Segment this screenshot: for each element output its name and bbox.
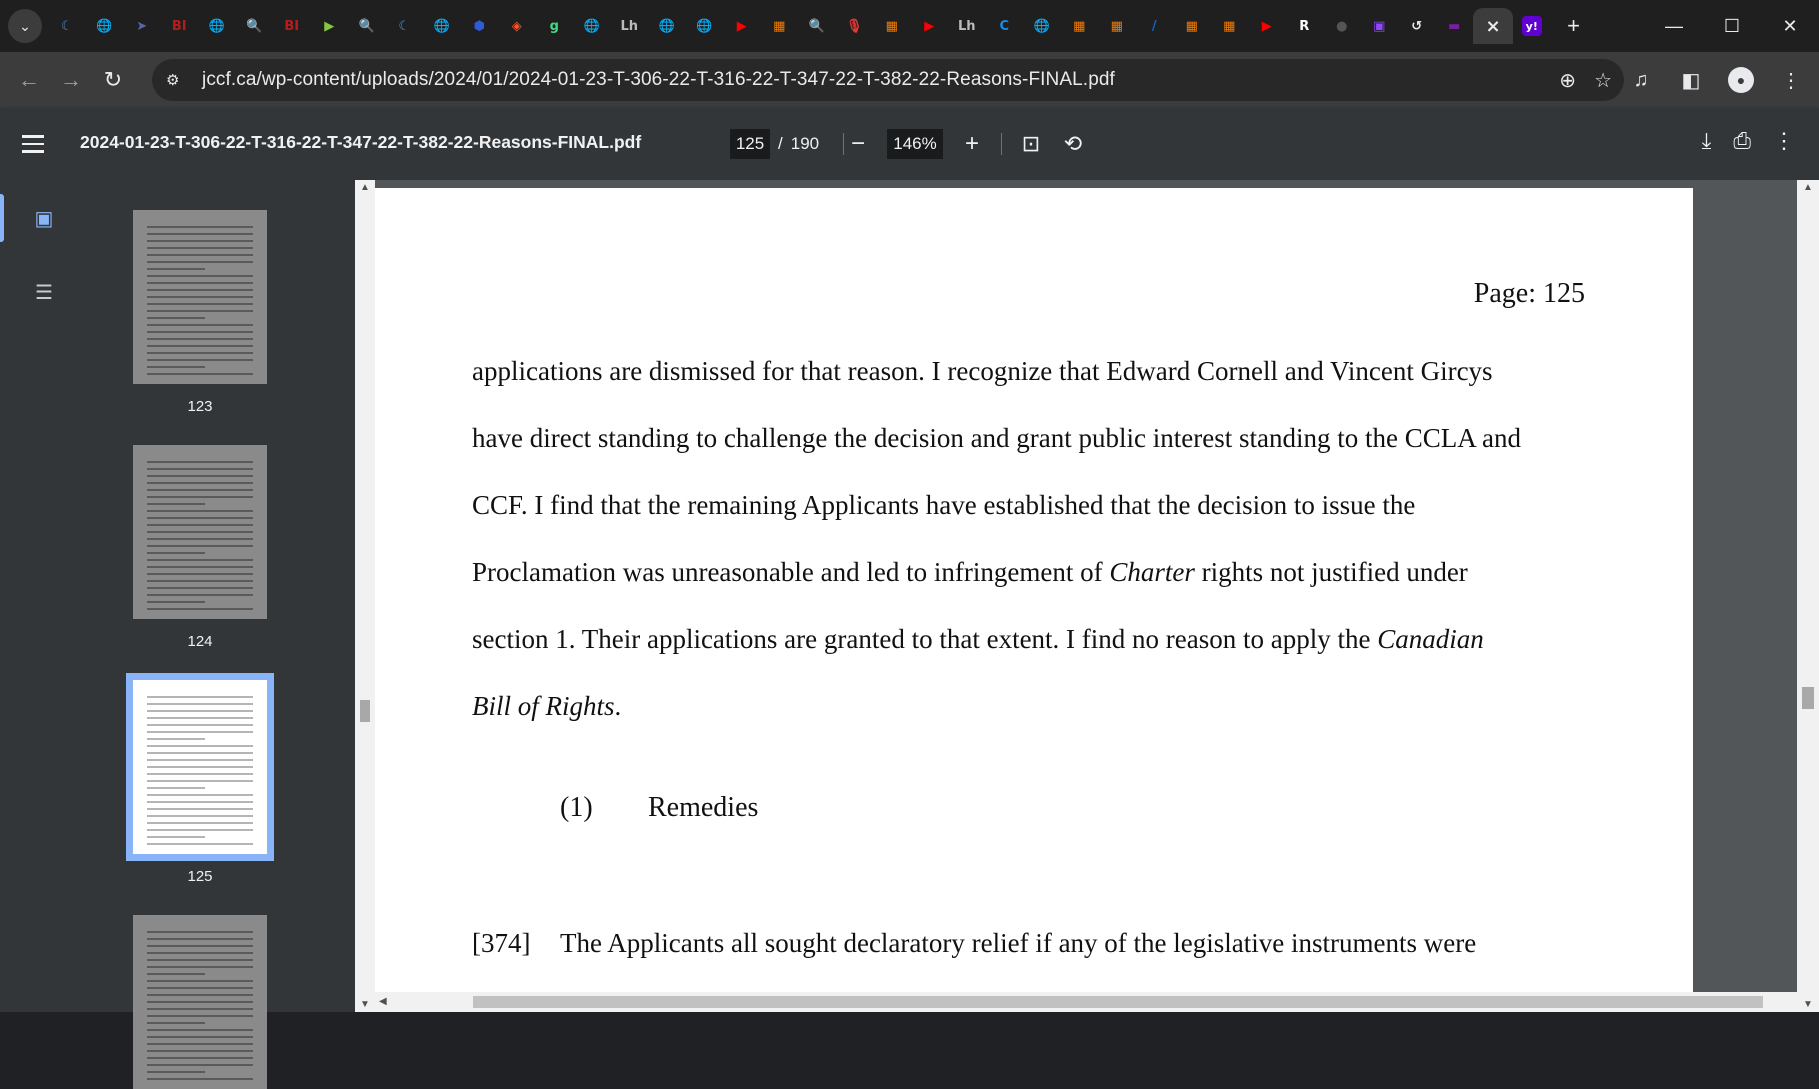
thumb-line xyxy=(147,843,253,845)
browser-tab[interactable] xyxy=(1136,8,1174,44)
scroll-left-icon[interactable]: ◀ xyxy=(379,996,387,1007)
page-thumbnail-123[interactable] xyxy=(133,210,267,384)
browser-tab[interactable] xyxy=(836,8,874,44)
thumb-line xyxy=(147,1057,253,1059)
thumb-line xyxy=(147,545,253,547)
hex-icon: ⬢ xyxy=(473,18,485,34)
download-icon[interactable]: ⤓ xyxy=(1701,128,1712,153)
scroll-up-icon[interactable]: ▲ xyxy=(360,182,370,193)
thumb-line xyxy=(147,815,253,817)
browser-tab[interactable] xyxy=(1061,8,1099,44)
thumb-line xyxy=(147,787,205,789)
menu-icon-bar xyxy=(22,150,44,153)
media-control-icon[interactable]: ♫ xyxy=(1633,68,1649,91)
thumb-line xyxy=(147,233,253,235)
thumbnails-tab-icon[interactable]: ▣ xyxy=(34,207,54,230)
thumb-line xyxy=(147,538,253,540)
thumb-line xyxy=(147,1015,253,1017)
paragraph-text: The Applicants all sought declaratory relief if any of the legislative instruments were xyxy=(560,928,1477,958)
thumb-line xyxy=(147,966,253,968)
thumb-text xyxy=(147,226,253,380)
thumb-line xyxy=(147,303,253,305)
lh-icon: Lh xyxy=(957,18,976,34)
text-run: Proclamation was unreasonable and led to infringement of xyxy=(472,557,1110,587)
thumb-line xyxy=(147,608,253,610)
thumb-line xyxy=(147,594,253,596)
browser-tab[interactable] xyxy=(723,8,761,44)
globe-icon: 🌐 xyxy=(583,18,600,34)
browser-tab[interactable] xyxy=(1286,8,1324,44)
pdf-toolbar xyxy=(0,108,1819,180)
thumb-line xyxy=(147,524,253,526)
text-run: . xyxy=(614,691,622,721)
rotate-icon[interactable]: ⟲ xyxy=(1063,131,1083,156)
thumb-line xyxy=(147,580,253,582)
thumb-line xyxy=(147,254,253,256)
browser-tab[interactable] xyxy=(1098,8,1136,44)
thumb-line xyxy=(147,510,253,512)
mic-icon: 🎙 xyxy=(845,18,863,34)
profile-button[interactable] xyxy=(1721,60,1761,100)
thumb-line xyxy=(147,1036,253,1038)
browser-tab[interactable] xyxy=(1398,8,1436,44)
rumble-icon: ▶ xyxy=(324,18,335,34)
thumb-line xyxy=(147,1001,253,1003)
heading-number: (1) xyxy=(560,792,593,823)
address-bar[interactable] xyxy=(152,59,1624,101)
browser-tab[interactable] xyxy=(311,8,349,44)
thumb-line xyxy=(147,1043,253,1045)
browser-tab[interactable] xyxy=(1436,8,1474,44)
active-tab-indicator xyxy=(0,194,4,242)
thumb-line xyxy=(147,1071,205,1073)
close-window-button[interactable]: ✕ xyxy=(1782,15,1798,36)
thumb-line xyxy=(147,247,253,249)
thumb-line xyxy=(147,1078,253,1080)
cbc-icon: ☾ xyxy=(398,18,411,34)
back-button[interactable] xyxy=(8,60,50,100)
zoom-icon[interactable]: ⊕ xyxy=(1559,69,1577,92)
thumb-line xyxy=(147,282,253,284)
forward-button[interactable] xyxy=(50,60,92,100)
thumb-text xyxy=(147,696,253,850)
thumb-line xyxy=(147,338,253,340)
search-icon: 🔍 xyxy=(358,18,375,34)
page-number-input[interactable]: 125 xyxy=(730,129,770,159)
browser-tab[interactable] xyxy=(273,8,311,44)
browser-tab[interactable] xyxy=(386,8,424,44)
lh-icon: Lh xyxy=(620,18,639,34)
browser-tab[interactable] xyxy=(873,8,911,44)
page-navigation xyxy=(730,129,844,159)
cbc-icon: ☾ xyxy=(60,18,73,34)
page-separator: / xyxy=(778,134,783,153)
document-title: 2024-01-23-T-306-22-T-316-22-T-347-22-T-382-22-Reasons-FINAL.pdf xyxy=(80,132,642,152)
thumb-line xyxy=(147,710,253,712)
sidebar-menu-button[interactable] xyxy=(22,124,62,164)
browser-tab[interactable] xyxy=(1023,8,1061,44)
thumb-line xyxy=(147,587,253,589)
divider xyxy=(1001,133,1002,155)
yahoo-icon: y! xyxy=(1522,16,1542,36)
body-line xyxy=(472,606,1602,673)
browser-tab[interactable] xyxy=(798,8,836,44)
thumb-line xyxy=(147,531,253,533)
browser-tab[interactable] xyxy=(1173,8,1211,44)
thumb-line xyxy=(147,980,253,982)
browser-tab[interactable] xyxy=(611,8,649,44)
more-options-icon[interactable]: ⋮ xyxy=(1773,128,1795,153)
tab-strip xyxy=(0,0,1819,52)
r-icon: R xyxy=(1299,18,1310,34)
globe-icon: 🌐 xyxy=(208,18,225,34)
minimize-button[interactable]: — xyxy=(1665,15,1683,36)
globe-icon: 🌐 xyxy=(696,18,713,34)
thumb-line xyxy=(147,373,253,375)
thumb-line xyxy=(147,1022,205,1024)
thumb-line xyxy=(147,959,253,961)
pdf-page xyxy=(375,188,1693,1008)
paragraph-374 xyxy=(472,928,1476,959)
thumb-line xyxy=(147,468,253,470)
thumb-line xyxy=(147,773,253,775)
divider xyxy=(843,133,844,155)
menu-icon-bar xyxy=(22,135,44,138)
reload-button[interactable] xyxy=(92,60,134,100)
thumb-line xyxy=(147,559,253,561)
youtube-icon: ▶ xyxy=(924,18,935,34)
thumb-line xyxy=(147,324,253,326)
browser-tab[interactable] xyxy=(911,8,949,44)
thumb-line xyxy=(147,261,253,263)
browser-toolbar xyxy=(0,52,1819,108)
thumbnail-label: 123 xyxy=(187,398,213,415)
scroll-down-icon[interactable]: ▼ xyxy=(1803,999,1813,1010)
thumb-line xyxy=(147,952,253,954)
zoom-in-button[interactable]: + xyxy=(964,130,979,157)
browser-tab[interactable] xyxy=(573,8,611,44)
thumb-line xyxy=(147,503,205,505)
browser-tab[interactable] xyxy=(686,8,724,44)
site-info-icon[interactable]: ⚙ xyxy=(166,72,180,89)
thumb-line xyxy=(147,601,205,603)
browser-tab[interactable] xyxy=(536,8,574,44)
thumb-line xyxy=(147,696,253,698)
thumb-line xyxy=(147,359,253,361)
thumb-line xyxy=(147,745,253,747)
thumb-line xyxy=(147,973,205,975)
page-thumbnail-126[interactable] xyxy=(133,915,267,1089)
thumb-line xyxy=(147,808,253,810)
thumb-line xyxy=(147,366,205,368)
browser-tab[interactable] xyxy=(86,8,124,44)
chevron-down-icon: ⌄ xyxy=(19,17,31,34)
browser-tab[interactable] xyxy=(1211,8,1249,44)
browser-tab[interactable] xyxy=(123,8,161,44)
browser-tab[interactable] xyxy=(198,8,236,44)
italic-run: Bill of Rights xyxy=(472,691,615,721)
thumb-line xyxy=(147,731,253,733)
thumb-line xyxy=(147,489,253,491)
thumb-line xyxy=(147,987,253,989)
c-icon: C xyxy=(999,18,1010,34)
browser-tab[interactable] xyxy=(498,8,536,44)
thumb-line xyxy=(147,822,253,824)
thumb-line xyxy=(147,994,253,996)
thumb-line xyxy=(147,475,253,477)
bookmark-icon: ▦ xyxy=(1073,18,1086,34)
thumb-line xyxy=(147,801,253,803)
g-icon: g xyxy=(549,18,559,34)
maximize-button[interactable]: ☐ xyxy=(1723,15,1741,36)
sidebar-tabs xyxy=(0,180,88,1012)
thumb-line xyxy=(147,759,253,761)
thumbnail-label: 125 xyxy=(187,868,213,885)
browser-tab[interactable] xyxy=(461,8,499,44)
youtube-icon: ▶ xyxy=(736,18,747,34)
arrow-left-icon: ← xyxy=(18,67,40,92)
thumb-line xyxy=(147,240,253,242)
close-tab-icon[interactable]: × xyxy=(1485,15,1501,37)
browser-tab[interactable] xyxy=(1361,8,1399,44)
scroll-thumb[interactable] xyxy=(473,996,1763,1008)
globe-icon: 🌐 xyxy=(96,18,113,34)
page-header: Page: 125 xyxy=(1473,278,1585,309)
browser-menu-icon[interactable]: ⋮ xyxy=(1781,69,1801,92)
thumbnail-label: 124 xyxy=(187,633,213,650)
body-line: have direct standing to challenge the decision and grant public interest standing to the CCLA and xyxy=(472,423,1521,453)
browser-tab[interactable] xyxy=(423,8,461,44)
bookmark-icon: ▦ xyxy=(773,18,786,34)
thumb-line xyxy=(147,931,253,933)
thumb-line xyxy=(147,738,205,740)
text-run: section 1. Their applications are granted to that extent. I find no reason to apply the xyxy=(472,624,1378,654)
bookmark-icon: ▦ xyxy=(1110,18,1123,34)
pdf-actions xyxy=(1702,128,1795,154)
browser-tab[interactable] xyxy=(48,8,86,44)
thumb-line xyxy=(147,345,253,347)
heading-text: Remedies xyxy=(648,792,759,823)
zoom-controls xyxy=(845,129,1086,159)
thumb-line xyxy=(147,352,253,354)
bookmark-icon: ▦ xyxy=(885,18,898,34)
search-icon: 🔍 xyxy=(246,18,263,34)
page-thumbnail-125[interactable] xyxy=(133,680,267,854)
thumb-line xyxy=(147,780,253,782)
globe-icon: 🌐 xyxy=(658,18,675,34)
thumb-line xyxy=(147,552,205,554)
thumb-line xyxy=(147,496,253,498)
thumb-line xyxy=(147,310,253,312)
thumb-line xyxy=(147,766,253,768)
thumbnail-sidebar xyxy=(0,180,355,1012)
twitch-icon: ▣ xyxy=(1373,18,1386,34)
thumb-line xyxy=(147,226,253,228)
ball-icon: ● xyxy=(1336,18,1348,34)
browser-tab[interactable] xyxy=(648,8,686,44)
italic-run: Canadian xyxy=(1377,624,1484,654)
browser-tab[interactable] xyxy=(948,8,986,44)
bookmark-icon: ▦ xyxy=(1185,18,1198,34)
tab-list xyxy=(48,0,1473,52)
avatar: ● xyxy=(1728,67,1754,93)
body-line: applications are dismissed for that reason. I recognize that Edward Cornell and Vincent Gircys xyxy=(472,356,1493,386)
new-tab-button[interactable]: + xyxy=(1567,13,1580,38)
horizontal-scrollbar[interactable] xyxy=(375,992,1797,1012)
zoom-out-button[interactable]: − xyxy=(850,130,865,157)
thumb-line xyxy=(147,573,253,575)
zoom-input[interactable]: 146% xyxy=(887,129,943,159)
thumb-text xyxy=(147,461,253,615)
thumb-line xyxy=(147,1050,253,1052)
thumb-line xyxy=(147,836,205,838)
arrow-right-icon: → xyxy=(60,67,82,92)
browser-tab[interactable] xyxy=(761,8,799,44)
browser-tab[interactable] xyxy=(236,8,274,44)
globe-icon: 🌐 xyxy=(433,18,450,34)
pdf-viewer[interactable] xyxy=(355,180,1819,1012)
search-icon: 🔍 xyxy=(808,18,825,34)
scroll-thumb[interactable] xyxy=(360,700,370,722)
browser-tab[interactable] xyxy=(348,8,386,44)
thumb-line xyxy=(147,517,253,519)
history-icon: ↺ xyxy=(1411,18,1423,34)
tab-search-button[interactable] xyxy=(8,9,42,43)
thumb-line xyxy=(147,296,253,298)
scroll-down-icon[interactable]: ▼ xyxy=(360,999,370,1010)
thumb-line xyxy=(147,1029,253,1031)
thumb-line xyxy=(147,794,253,796)
side-panel-icon[interactable]: ◧ xyxy=(1681,69,1701,92)
scroll-thumb[interactable] xyxy=(1802,687,1814,709)
body-line xyxy=(472,673,1602,740)
thumb-line xyxy=(147,1064,253,1066)
total-pages: 190 xyxy=(790,134,820,153)
browser-tab[interactable] xyxy=(161,8,199,44)
thumb-line xyxy=(147,331,253,333)
slash-icon: / xyxy=(1151,18,1157,34)
thumb-line xyxy=(147,724,253,726)
thumb-line xyxy=(147,945,253,947)
flag-icon: ▬ xyxy=(1448,18,1461,34)
outline-tab-icon[interactable]: ☰ xyxy=(35,281,53,304)
scroll-up-icon[interactable]: ▲ xyxy=(1803,182,1813,193)
window-controls xyxy=(1645,0,1819,52)
thumb-text xyxy=(147,931,253,1085)
thumb-line xyxy=(147,482,253,484)
thumb-line xyxy=(147,275,253,277)
menu-icon-bar xyxy=(22,143,44,146)
thumb-line xyxy=(147,938,253,940)
bi-icon: BI xyxy=(171,18,187,34)
url-text[interactable]: jccf.ca/wp-content/uploads/2024/01/2024-01-23-T-306-22-T-316-22-T-347-22-T-382-22-Reasons-FINAL.pdf xyxy=(202,69,1115,90)
section-heading xyxy=(560,792,758,824)
vertical-scrollbar[interactable] xyxy=(1797,180,1819,1012)
thumb-line xyxy=(147,717,253,719)
thumb-line xyxy=(147,829,253,831)
thumb-line xyxy=(147,703,253,705)
thumb-line xyxy=(147,1008,253,1010)
page-thumbnail-124[interactable] xyxy=(133,445,267,619)
thumb-line xyxy=(147,268,205,270)
print-icon[interactable]: ⎙ xyxy=(1733,128,1751,153)
body-line: CCF. I find that the remaining Applicants have established that the decision to issue the xyxy=(472,490,1416,520)
browser-tab[interactable] xyxy=(1323,8,1361,44)
text-run: rights not justified under xyxy=(1194,557,1468,587)
italic-run: Charter xyxy=(1109,557,1195,587)
browser-tab[interactable] xyxy=(1248,8,1286,44)
bookmark-star-icon[interactable]: ☆ xyxy=(1594,69,1612,92)
globe-icon: 🌐 xyxy=(1033,18,1050,34)
tab-active[interactable] xyxy=(1473,8,1513,44)
body-line xyxy=(472,539,1602,606)
sidebar-scrollbar[interactable] xyxy=(355,180,375,1012)
thumb-line xyxy=(147,289,253,291)
thumb-line xyxy=(147,317,205,319)
reload-icon: ↻ xyxy=(103,67,123,92)
brave-icon: ◈ xyxy=(511,18,522,34)
tab-yahoo[interactable] xyxy=(1513,8,1551,44)
arrow-icon: ➤ xyxy=(136,18,148,34)
thumb-line xyxy=(147,461,253,463)
bookmark-icon: ▦ xyxy=(1223,18,1236,34)
thumb-line xyxy=(147,566,253,568)
browser-tab[interactable] xyxy=(986,8,1024,44)
paragraph-number: [374] xyxy=(472,928,531,958)
fit-page-icon[interactable]: ⊡ xyxy=(1021,131,1041,156)
youtube-icon: ▶ xyxy=(1261,18,1272,34)
thumb-line xyxy=(147,752,253,754)
bi-icon: BI xyxy=(284,18,300,34)
